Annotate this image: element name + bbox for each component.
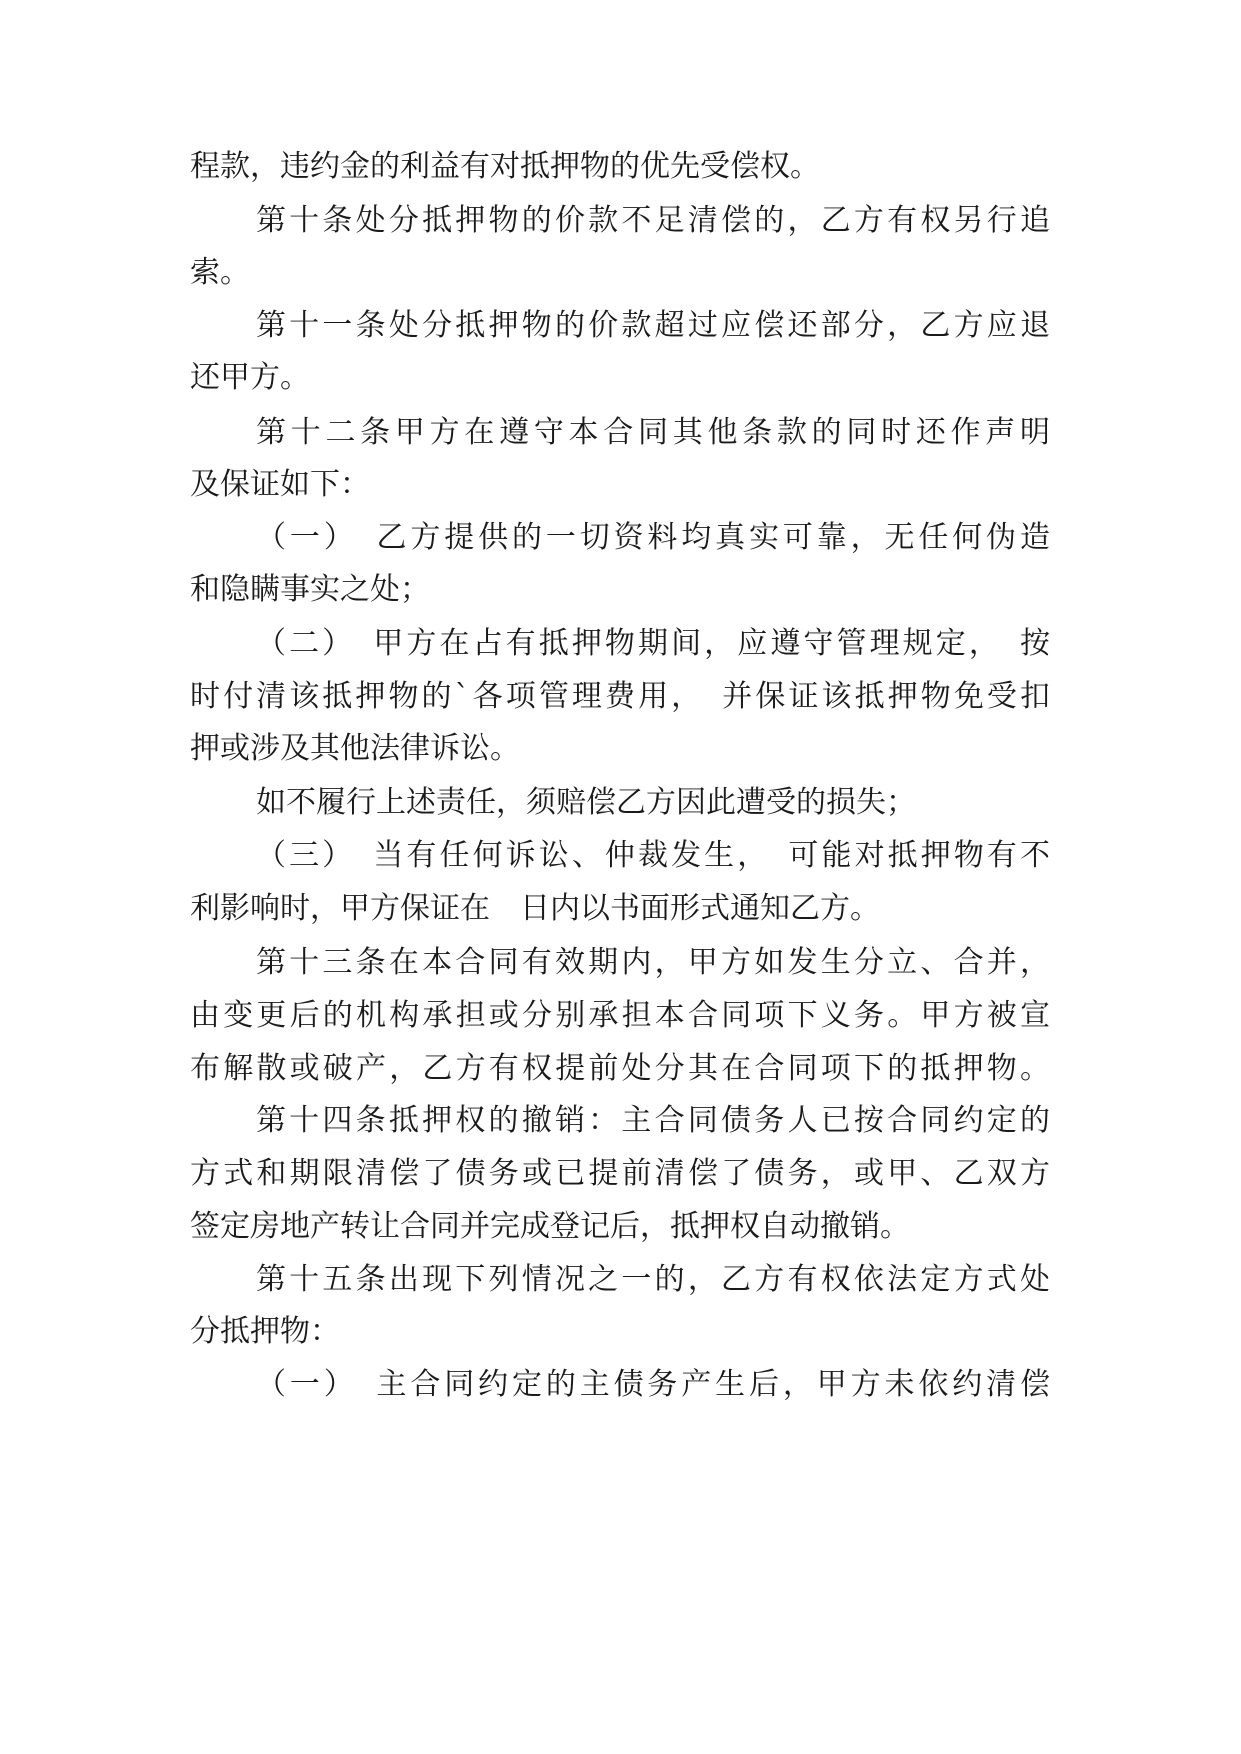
text-line: 押或涉及其他法律诉讼。 xyxy=(190,731,520,766)
text-line: 第十一条处分抵押物的价款超过应偿还部分，乙方应退 xyxy=(256,308,1050,343)
text-line: 第十五条出现下列情况之一的，乙方有权依法定方式处 xyxy=(256,1262,1050,1297)
text-line: 及保证如下： xyxy=(190,467,370,502)
text-line: 利影响时，甲方保证在 日内以书面形式通知乙方。 xyxy=(190,891,880,926)
text-line: （一） 乙方提供的一切资料均真实可靠，无任何伪造 xyxy=(256,520,1050,555)
text-line: 第十二条甲方在遵守本合同其他条款的同时还作声明 xyxy=(256,415,1050,450)
text-line: 程款，违约金的利益有对抵押物的优先受偿权。 xyxy=(190,149,820,184)
text-line: 如不履行上述责任，须赔偿乙方因此遭受的损失； xyxy=(256,785,916,820)
text-line: 布解散或破产，乙方有权提前处分其在合同项下的抵押物。 xyxy=(190,1051,1050,1086)
text-line: 分抵押物： xyxy=(190,1314,340,1349)
text-line: 第十条处分抵押物的价款不足清偿的，乙方有权另行追 xyxy=(256,203,1050,238)
text-line: 第十四条抵押权的撤销：主合同债务人已按合同约定的 xyxy=(256,1103,1050,1138)
text-line: （二） 甲方在占有抵押物期间，应遵守管理规定， 按 xyxy=(256,626,1050,661)
text-line: 时付清该抵押物的`各项管理费用， 并保证该抵押物免受扣 xyxy=(190,679,1050,714)
text-line: 索。 xyxy=(190,255,250,290)
text-line: 签定房地产转让合同并完成登记后，抵押权自动撤销。 xyxy=(190,1209,910,1244)
text-line: 方式和期限清偿了债务或已提前清偿了债务，或甲、乙双方 xyxy=(190,1156,1050,1191)
text-line: 还甲方。 xyxy=(190,360,310,395)
text-line: （三） 当有任何诉讼、仲裁发生， 可能对抵押物有不 xyxy=(256,838,1050,873)
text-line: 和隐瞒事实之处； xyxy=(190,572,430,607)
text-line: 第十三条在本合同有效期内，甲方如发生分立、合并， xyxy=(256,945,1050,980)
text-line: （一） 主合同约定的主债务产生后，甲方未依约清偿 xyxy=(256,1367,1050,1402)
text-line: 由变更后的机构承担或分别承担本合同项下义务。甲方被宣 xyxy=(190,998,1050,1033)
